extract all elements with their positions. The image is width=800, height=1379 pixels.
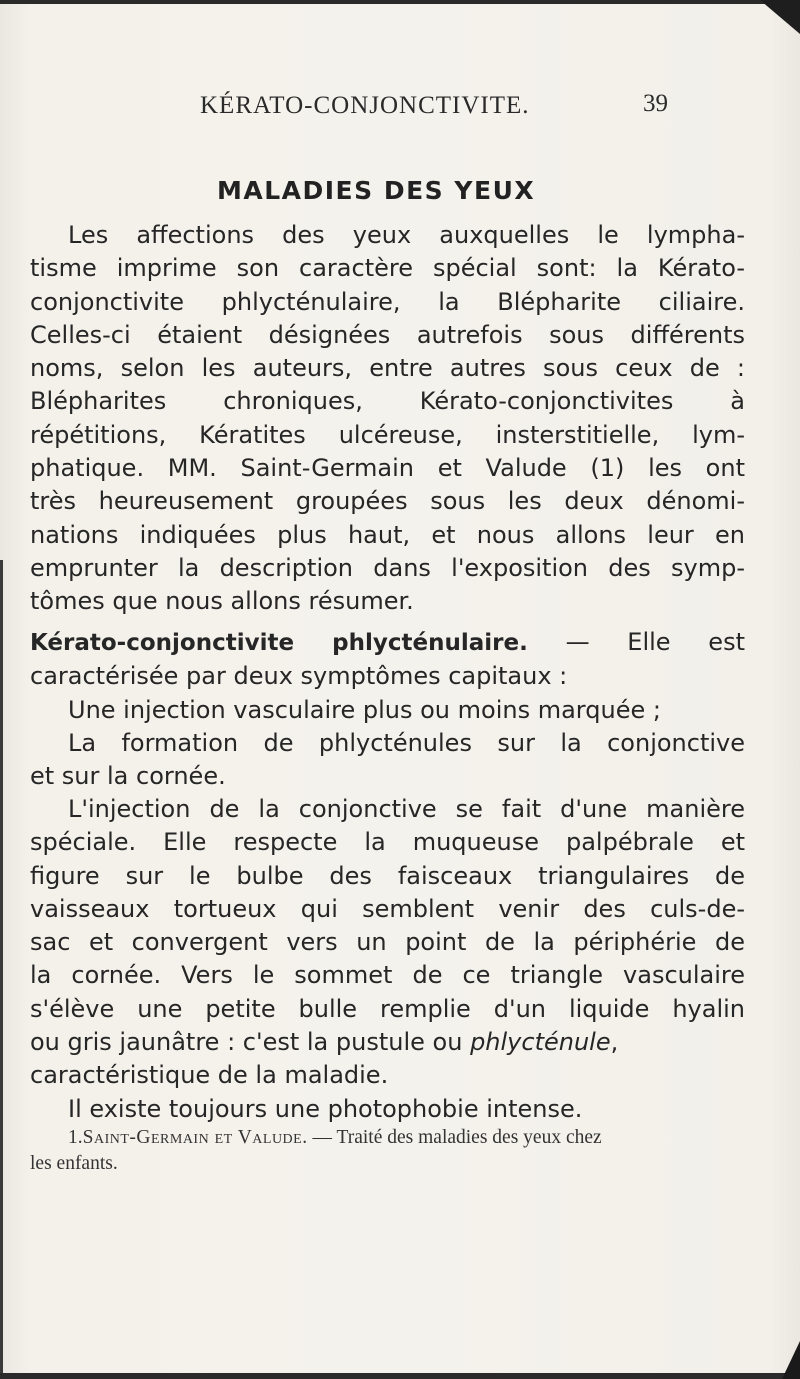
text-line: Il existe toujours une photophobie intense. — [68, 1094, 583, 1123]
text-line: nations indiquées plus haut, et nous allons leur en — [30, 520, 745, 549]
text-line: caractérisée par deux symptômes capitaux : — [30, 662, 568, 691]
text-line: très heureusement groupées sous les deux dénomi- — [30, 487, 745, 516]
text-line: emprunter la description dans l'exposition des symp- — [30, 553, 745, 582]
run-in-heading: Kérato-conjonctivite phlycténulaire. — [30, 630, 528, 656]
footnote-line: les enfants. — [30, 1153, 118, 1174]
italic-term: phlycténule — [470, 1028, 611, 1057]
text-line: sac et convergent vers un point de la périphérie de — [30, 928, 745, 957]
paragraph-definition — [30, 626, 745, 793]
page-bottom-corner — [782, 1341, 800, 1379]
footnote-line — [30, 1125, 745, 1151]
text-line — [30, 626, 745, 660]
text-line — [30, 1026, 745, 1059]
text-line: Celles-ci étaient désignées autrefois sous différents — [30, 320, 745, 349]
symptom-item: Une injection vasculaire plus ou moins marquée ; — [68, 695, 661, 724]
text-line: tisme imprime son caractère spécial sont: la Kérato- — [30, 254, 745, 283]
page-number: 39 — [643, 90, 668, 117]
symptom-item: La formation de phlycténules sur la conjonctive — [68, 728, 745, 757]
text-line: figure sur le bulbe des faisceaux triangulaires de — [30, 861, 745, 890]
footnote-marker: 1. — [68, 1127, 83, 1148]
text-line: noms, selon les auteurs, entre autres sous ceux de : — [30, 354, 745, 383]
page-bottom-edge — [0, 1373, 800, 1379]
page-top-edge — [0, 0, 800, 4]
footnote — [30, 1125, 745, 1177]
text-line: L'injection de la conjonctive se fait d'une manière — [68, 795, 745, 823]
footnote-authors: Saint-Germain et Valude. — [82, 1127, 308, 1148]
section-title: MALADIES DES YEUX — [217, 176, 536, 205]
page-left-edge — [0, 560, 3, 1379]
running-title: KÉRATO-CONJONCTIVITE. — [200, 92, 530, 119]
text-line: spéciale. Elle respecte la muqueuse palpébrale et — [30, 828, 745, 857]
text-fragment: ou gris jaunâtre : c'est la pustule ou — [30, 1028, 471, 1057]
text-line: vaisseaux tortueux qui semblent venir des culs-de- — [30, 894, 745, 923]
text-line: conjonctivite phlycténulaire, la Blépharite ciliaire. — [30, 287, 745, 316]
page-corner-fold — [760, 0, 800, 34]
text-line: phatique. MM. Saint-Germain et Valude (1) les ont — [30, 454, 745, 483]
text-line: Les affections des yeux auxquelles le lympha- — [68, 221, 745, 249]
text-line: caractéristique de la maladie. — [30, 1061, 389, 1090]
text-line: s'élève une petite bulle remplie d'un liquide hyalin — [30, 994, 745, 1023]
text-line: Blépharites chroniques, Kérato-conjonctivites à — [30, 387, 745, 416]
text-line: la cornée. Vers le sommet de ce triangle vasculaire — [30, 961, 745, 990]
paragraph-injection — [30, 793, 745, 1126]
text-fragment: — Traité des maladies des yeux chez — [307, 1127, 602, 1148]
text-line: tômes que nous allons résumer. — [30, 587, 414, 616]
text-fragment: , — [610, 1028, 619, 1057]
text-fragment: — Elle est — [527, 628, 745, 656]
text-line: et sur la cornée. — [30, 762, 226, 791]
text-line: répétitions, Kératites ulcéreuse, insterstitielle, lym- — [30, 420, 745, 449]
paragraph-lymphatism — [30, 219, 745, 619]
